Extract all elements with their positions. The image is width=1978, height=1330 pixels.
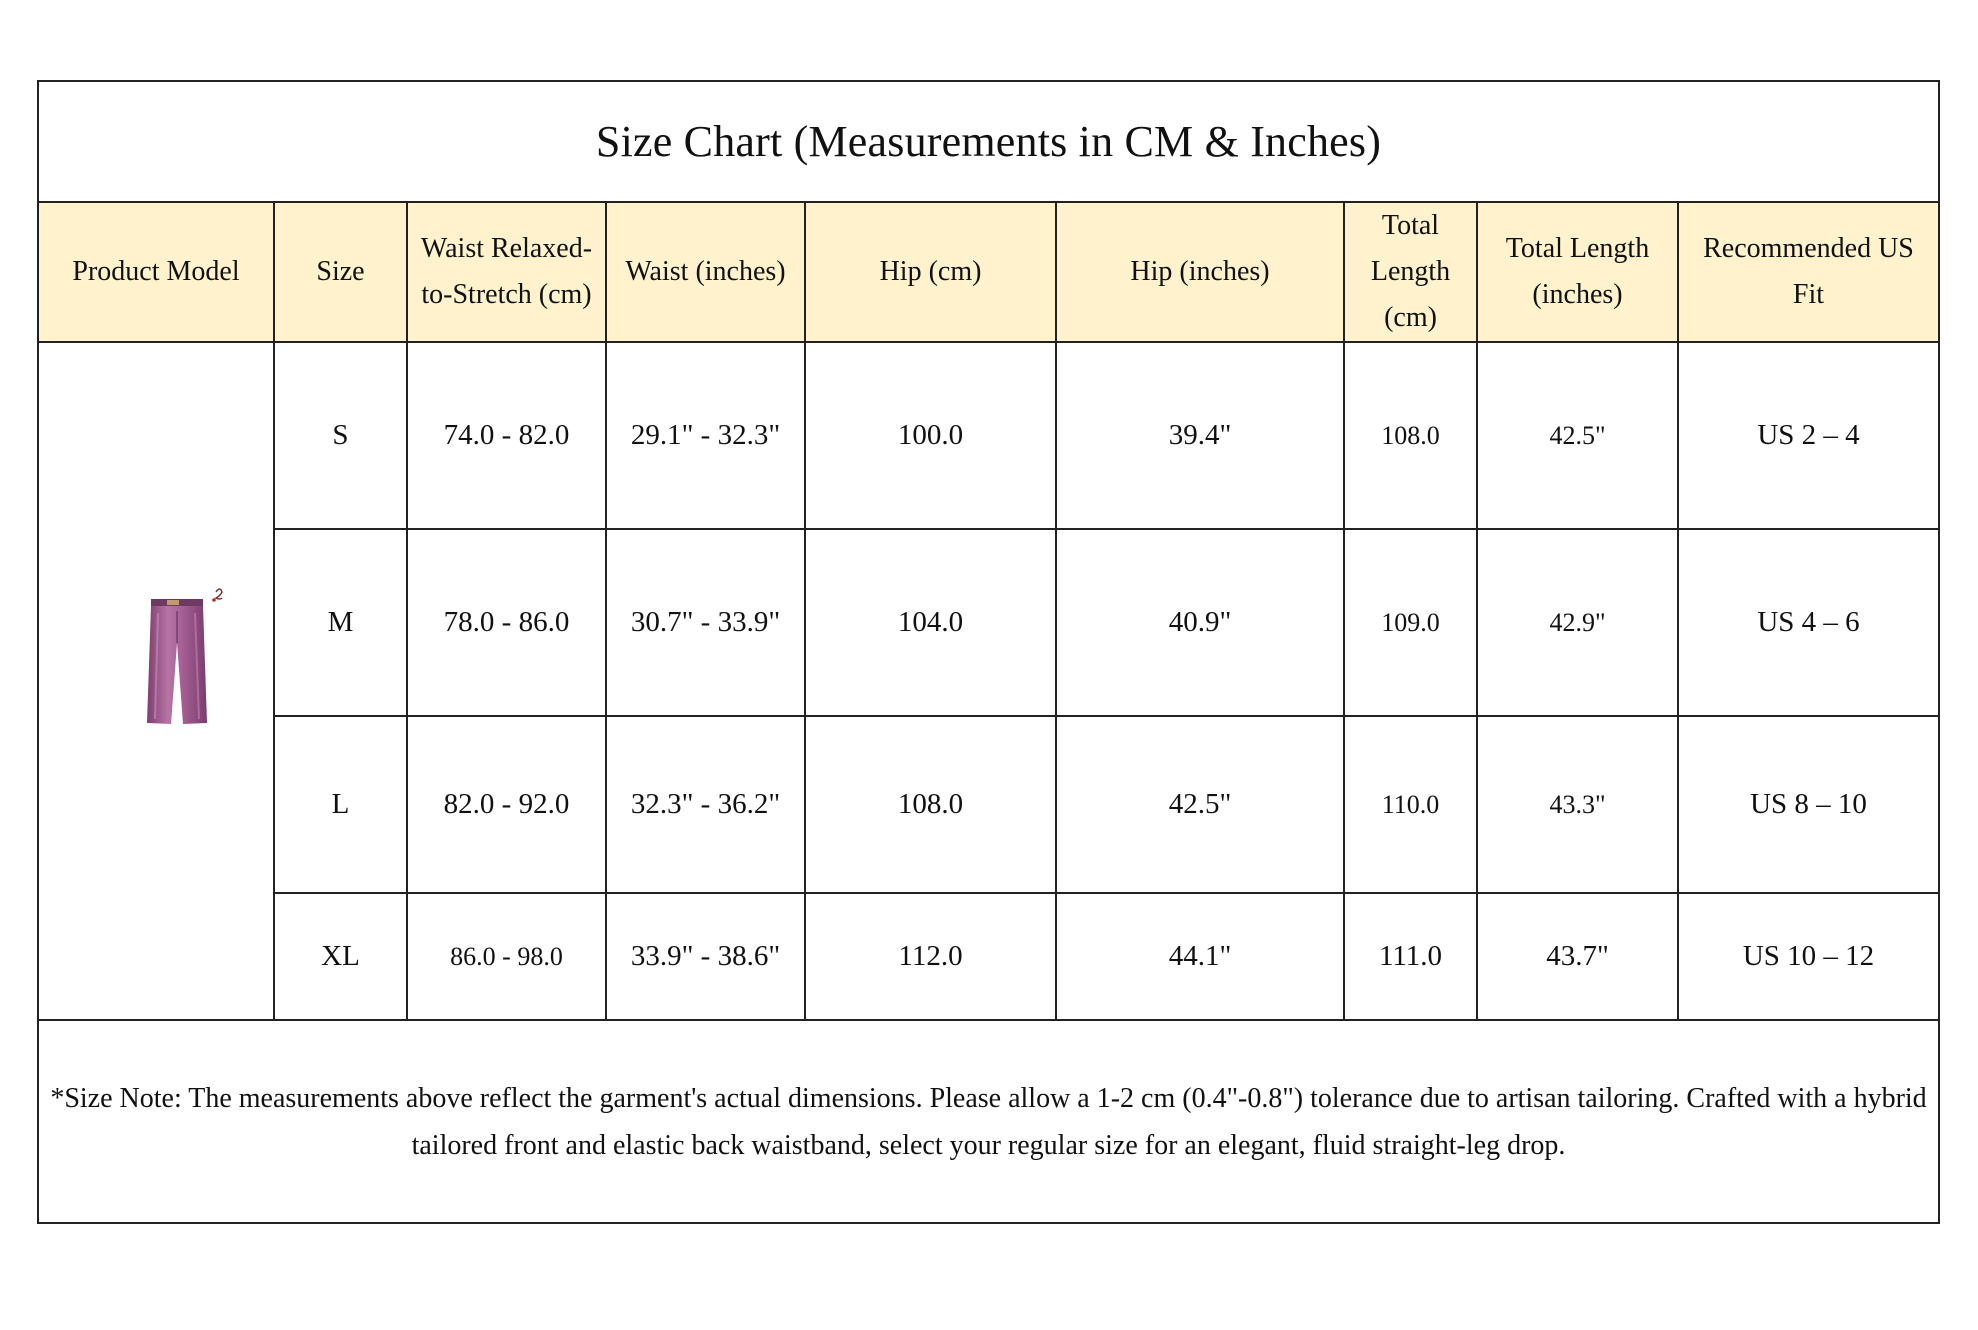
cell-waist-cm: 74.0 - 82.0 — [407, 342, 606, 529]
chart-title: Size Chart (Measurements in CM & Inches) — [595, 116, 1382, 166]
cell-length-inches: 43.3" — [1477, 716, 1678, 893]
header-hip-cm: Hip (cm) — [805, 202, 1056, 342]
cell-hip-cm: 112.0 — [805, 893, 1056, 1020]
belt-tab-shape — [167, 600, 179, 605]
header-row — [39, 202, 1938, 342]
size-note-band — [39, 1019, 1938, 1222]
header-us-fit: Recommended US Fit — [1678, 202, 1938, 342]
cell-hip-inches: 40.9" — [1056, 529, 1344, 716]
cell-hip-cm: 100.0 — [805, 342, 1056, 529]
product-model-cell — [39, 342, 274, 1020]
header-waist-cm: Waist Relaxed-to-Stretch (cm) — [407, 202, 606, 342]
header-waist-inches: Waist (inches) — [606, 202, 805, 342]
cell-length-cm: 108.0 — [1344, 342, 1477, 529]
cell-length-cm: 111.0 — [1344, 893, 1477, 1020]
cell-waist-cm: 86.0 - 98.0 — [407, 893, 606, 1020]
cell-length-inches: 42.5" — [1477, 342, 1678, 529]
cell-waist-inches: 29.1" - 32.3" — [606, 342, 805, 529]
cell-waist-cm: 82.0 - 92.0 — [407, 716, 606, 893]
size-table — [39, 201, 1938, 1021]
cell-hip-inches: 44.1" — [1056, 893, 1344, 1020]
size-note: *Size Note: The measurements above reflect the garment's actual dimensions. Please allow a 1-2 cm (0.4"-0.8") tolerance due to artisan tailoring. Crafted with a hybrid tailored front and elastic back waistband, select your regular size for an elegant, fluid straight-leg drop. — [50, 1082, 1927, 1161]
tag-dot-shape — [212, 598, 216, 602]
cell-size: M — [274, 529, 407, 716]
cell-size: XL — [274, 893, 407, 1020]
cell-hip-cm: 104.0 — [805, 529, 1056, 716]
cell-length-cm: 109.0 — [1344, 529, 1477, 716]
cell-us-fit: US 2 – 4 — [1678, 342, 1938, 529]
cell-us-fit: US 10 – 12 — [1678, 893, 1938, 1020]
cell-us-fit: US 4 – 6 — [1678, 529, 1938, 716]
table-row — [39, 342, 1938, 529]
header-size: Size — [274, 202, 407, 342]
cell-waist-inches: 33.9" - 38.6" — [606, 893, 805, 1020]
title-band — [39, 82, 1938, 203]
table-row — [39, 893, 1938, 1020]
header-product-model: Product Model — [39, 202, 274, 342]
product-image-icon — [103, 543, 223, 743]
header-hip-inches: Hip (inches) — [1056, 202, 1344, 342]
cell-hip-inches: 42.5" — [1056, 716, 1344, 893]
cell-us-fit: US 8 – 10 — [1678, 716, 1938, 893]
cell-waist-inches: 30.7" - 33.9" — [606, 529, 805, 716]
table-row — [39, 529, 1938, 716]
cell-hip-cm: 108.0 — [805, 716, 1056, 893]
tag-mark-shape — [216, 589, 222, 599]
size-chart — [37, 80, 1940, 1224]
cell-size: L — [274, 716, 407, 893]
cell-length-inches: 42.9" — [1477, 529, 1678, 716]
header-length-inches: Total Length (inches) — [1477, 202, 1678, 342]
header-length-cm: Total Length (cm) — [1344, 202, 1477, 342]
cell-length-inches: 43.7" — [1477, 893, 1678, 1020]
cell-waist-inches: 32.3" - 36.2" — [606, 716, 805, 893]
cell-waist-cm: 78.0 - 86.0 — [407, 529, 606, 716]
cell-hip-inches: 39.4" — [1056, 342, 1344, 529]
cell-length-cm: 110.0 — [1344, 716, 1477, 893]
cell-size: S — [274, 342, 407, 529]
table-row — [39, 716, 1938, 893]
